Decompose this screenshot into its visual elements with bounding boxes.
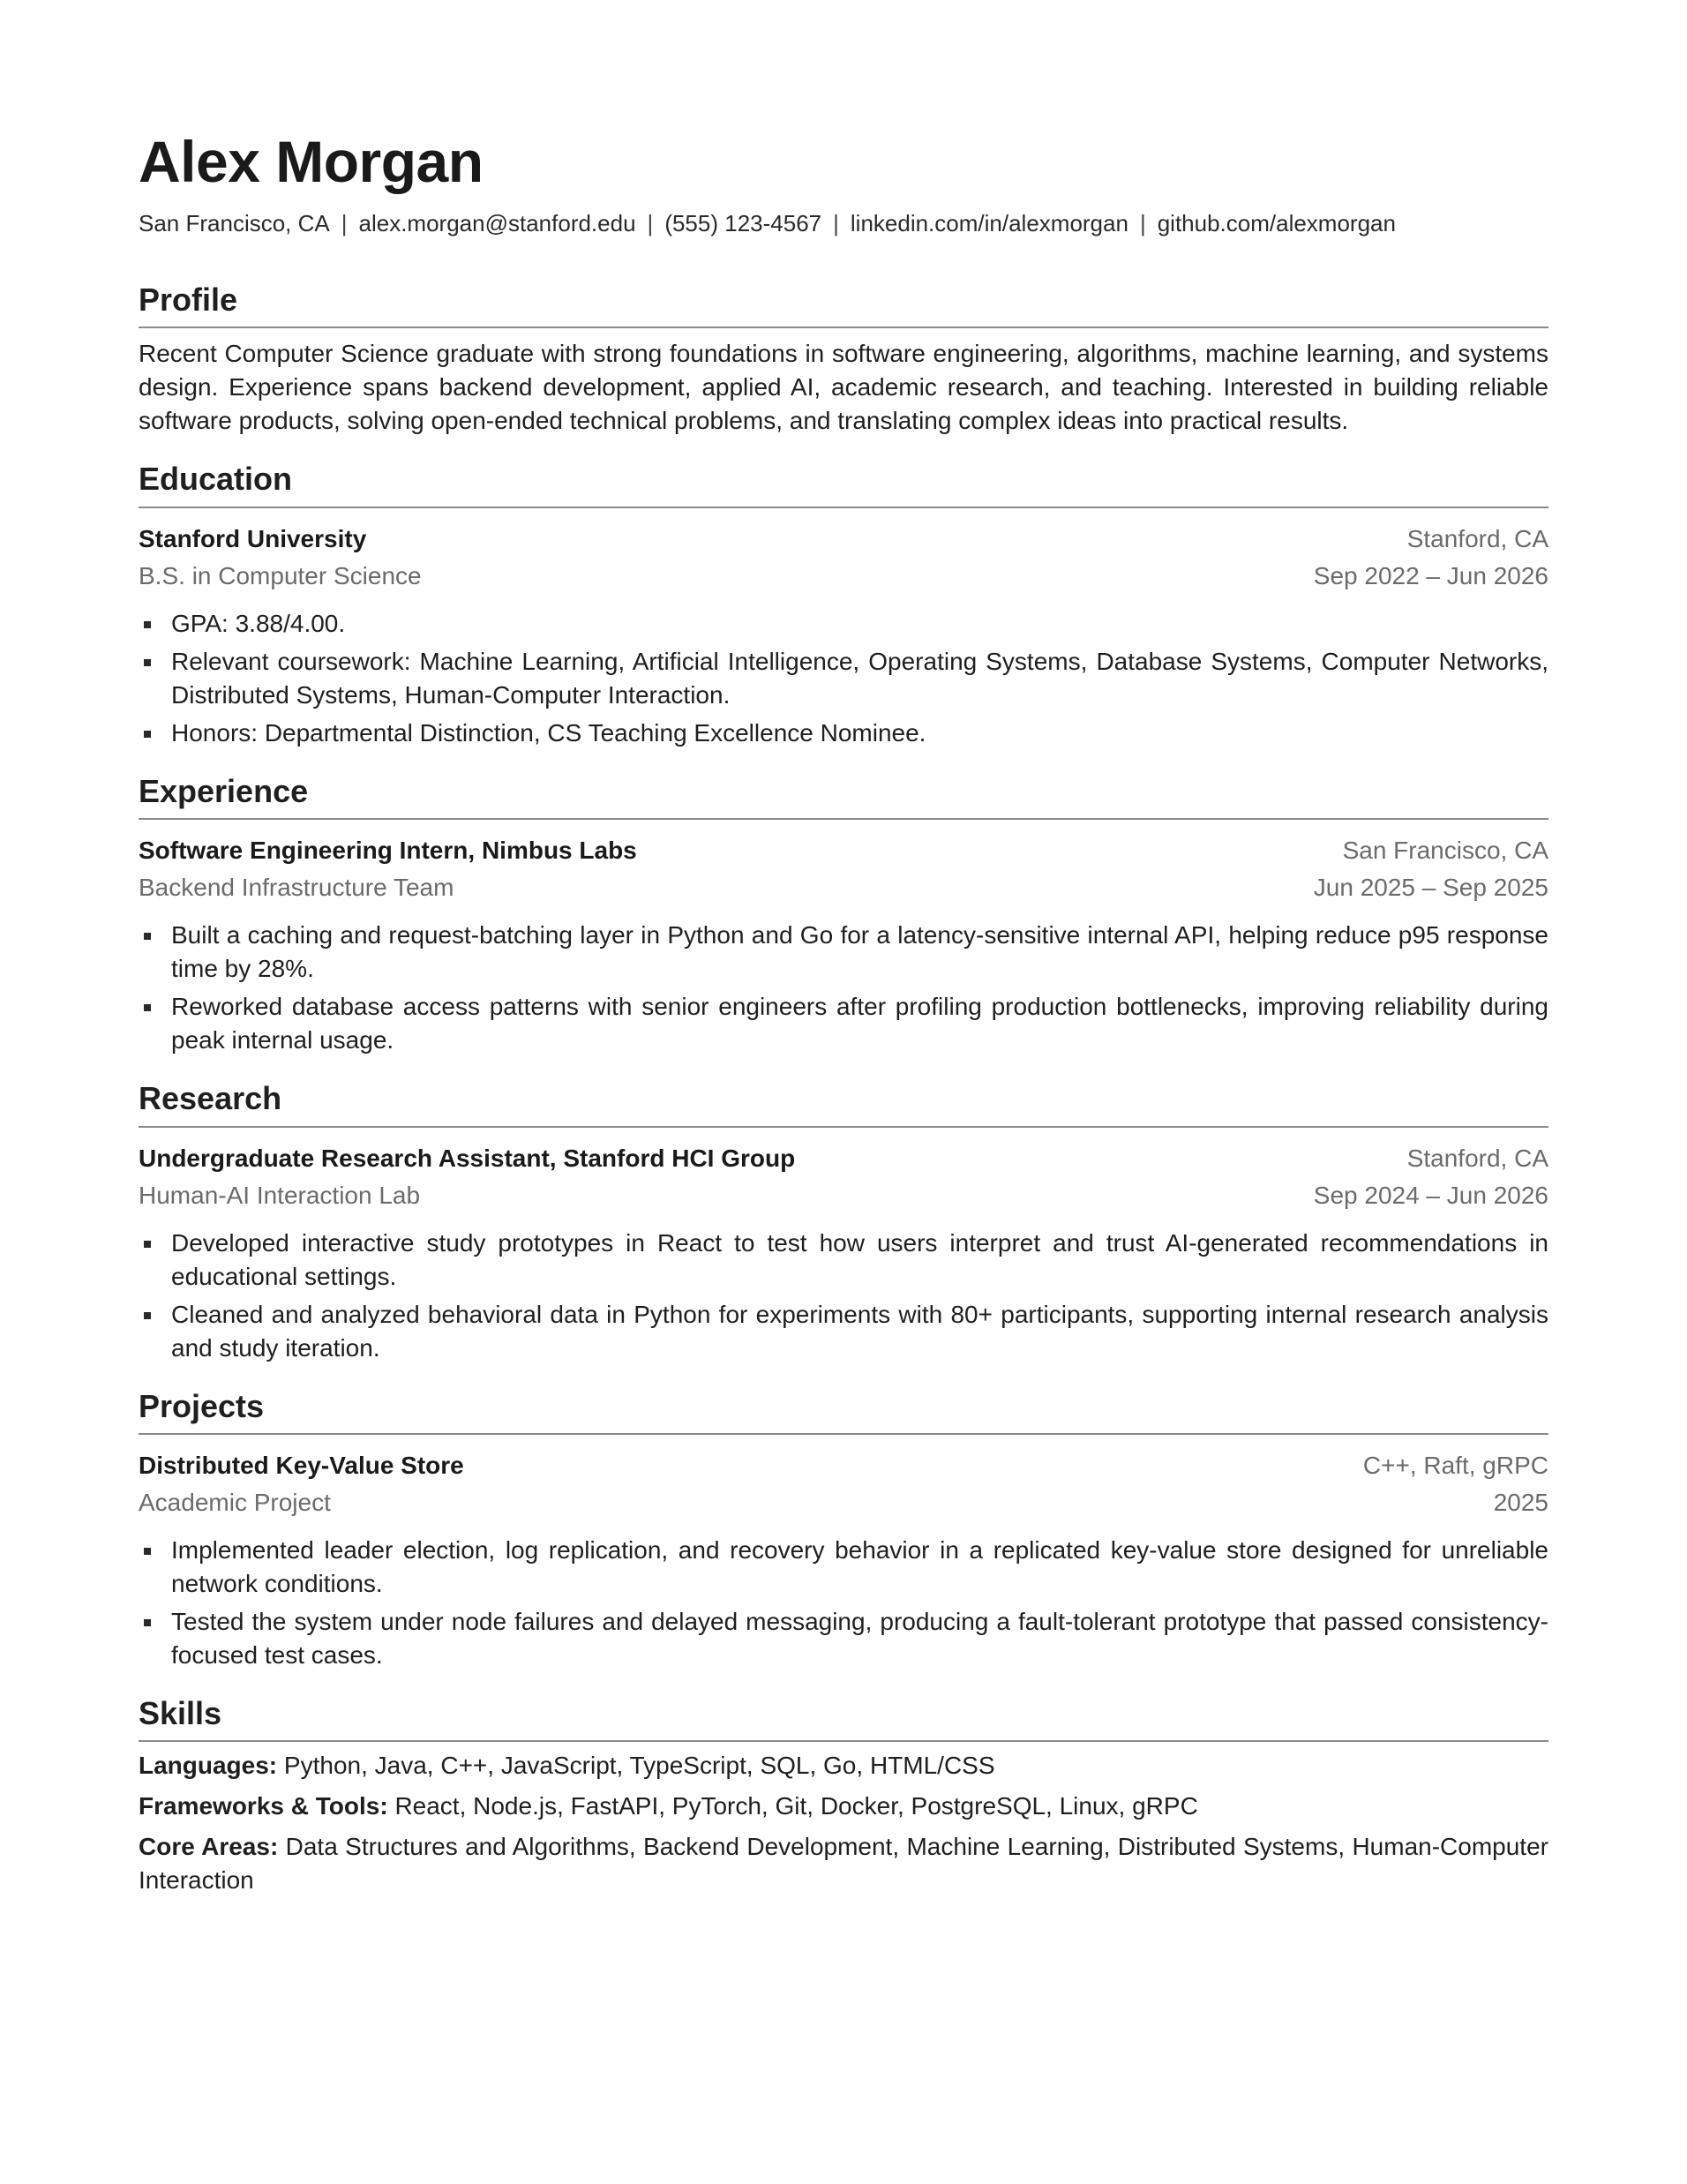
entry-header-row [139,521,1548,558]
entry-subheader-row [139,1484,1548,1521]
skill-value: Python, Java, C++, JavaScript, TypeScript, SQL, Go, HTML/CSS [283,1752,995,1780]
entry-dates: Sep 2024 – Jun 2026 [1313,1181,1548,1209]
section-title-education: Education [139,461,1548,507]
contact-linkedin-link[interactable]: linkedin.com/in/alexmorgan [850,210,1128,236]
entry-location: Stanford, CA [1406,1144,1548,1172]
education-section [139,461,1548,749]
contact-phone: (555) 123-4567 [664,210,822,236]
section-title-projects: Projects [139,1388,1548,1435]
entry-location: Stanford, CA [1406,524,1548,552]
candidate-name: Alex Morgan [139,129,484,194]
skill-label: Frameworks & Tools: [139,1792,388,1820]
section-title-experience: Experience [139,773,1548,820]
entry-tech-stack: C++, Raft, gRPC [1362,1451,1548,1479]
experience-entry [139,832,1548,1057]
skill-label: Core Areas: [139,1833,279,1861]
skill-value: React, Node.js, FastAPI, PyTorch, Git, Docker, PostgreSQL, Linux, gRPC [394,1792,1198,1820]
contact-github-link[interactable]: github.com/alexmorgan [1157,210,1396,236]
skill-label: Languages: [139,1752,278,1780]
entry-header-row [139,1140,1548,1177]
profile-summary: Recent Computer Science graduate with strong foundations in software engineering, algorithms, machine learning, and systems design. Experience spans backend development, applied AI, academic research, and teaching. Interested in building reliable software products, solving open-ended technical problems, and translating complex ideas into practical results. [139,340,1548,435]
projects-section [139,1388,1548,1672]
entry-project-name: Distributed Key-Value Store [139,1451,464,1479]
entry-degree: B.S. in Computer Science [139,561,422,589]
contact-line [139,210,1548,237]
entry-location: San Francisco, CA [1342,837,1548,865]
bullet-list [139,607,1548,750]
skills-section [139,1695,1548,1897]
bullet-item: GPA: 3.88/4.00. [139,607,1548,641]
skill-line-core-areas [139,1830,1548,1897]
entry-dates: Sep 2022 – Jun 2026 [1313,561,1548,589]
bullet-item: Relevant coursework: Machine Learning, Artificial Intelligence, Operating Systems, Database Systems, Computer Networks, Distributed Systems, Human-Computer Interaction. [139,645,1548,712]
entry-subheader-row [139,1177,1548,1214]
contact-separator: | [833,210,839,236]
skill-line-frameworks [139,1790,1548,1823]
entry-subheader-row [139,869,1548,906]
resume-page [139,122,1548,1897]
section-title-profile: Profile [139,281,1548,328]
bullet-list [139,1534,1548,1672]
bullet-item: Built a caching and request-batching layer in Python and Go for a latency-sensitive internal API, helping reduce p95 response time by 28%. [139,919,1548,986]
contact-separator: | [341,210,348,236]
education-entry [139,521,1548,750]
resume-header [139,129,1548,237]
bullet-item: Honors: Departmental Distinction, CS Teaching Excellence Nominee. [139,717,1548,750]
contact-separator: | [1139,210,1146,236]
bullet-item: Tested the system under node failures and delayed messaging, producing a fault-tolerant prototype that passed consistency-focused test cases. [139,1605,1548,1672]
section-title-skills: Skills [139,1695,1548,1742]
research-section [139,1080,1548,1364]
project-entry [139,1447,1548,1672]
skill-line-languages [139,1749,1548,1782]
profile-section [139,281,1548,438]
bullet-item: Cleaned and analyzed behavioral data in Python for experiments with 80+ participants, supporting internal research analysis and study iteration. [139,1298,1548,1365]
entry-institution: Stanford University [139,524,367,552]
entry-subheader-row [139,558,1548,595]
contact-separator: | [647,210,654,236]
bullet-list [139,1227,1548,1365]
entry-header-row [139,832,1548,869]
contact-email-link[interactable]: alex.morgan@stanford.edu [358,210,636,236]
entry-project-type: Academic Project [139,1488,331,1516]
experience-section [139,773,1548,1057]
entry-team: Backend Infrastructure Team [139,874,454,902]
section-title-research: Research [139,1080,1548,1127]
bullet-item: Developed interactive study prototypes in React to test how users interpret and trust AI-generated recommendations in educational settings. [139,1227,1548,1294]
bullet-item: Reworked database access patterns with senior engineers after profiling production bottlenecks, improving reliability during peak internal usage. [139,990,1548,1057]
contact-location: San Francisco, CA [139,210,330,236]
entry-role: Software Engineering Intern, Nimbus Labs [139,837,637,865]
bullet-item: Implemented leader election, log replication, and recovery behavior in a replicated key-value store designed for unreliable network conditions. [139,1534,1548,1601]
entry-role: Undergraduate Research Assistant, Stanford HCI Group [139,1144,796,1172]
bullet-list [139,919,1548,1057]
research-entry [139,1140,1548,1365]
entry-header-row [139,1447,1548,1484]
entry-dates: Jun 2025 – Sep 2025 [1313,874,1548,902]
skill-value: Data Structures and Algorithms, Backend Development, Machine Learning, Distributed Systems, Human-Computer Interaction [139,1833,1548,1895]
entry-year: 2025 [1493,1488,1548,1516]
entry-team: Human-AI Interaction Lab [139,1181,421,1209]
